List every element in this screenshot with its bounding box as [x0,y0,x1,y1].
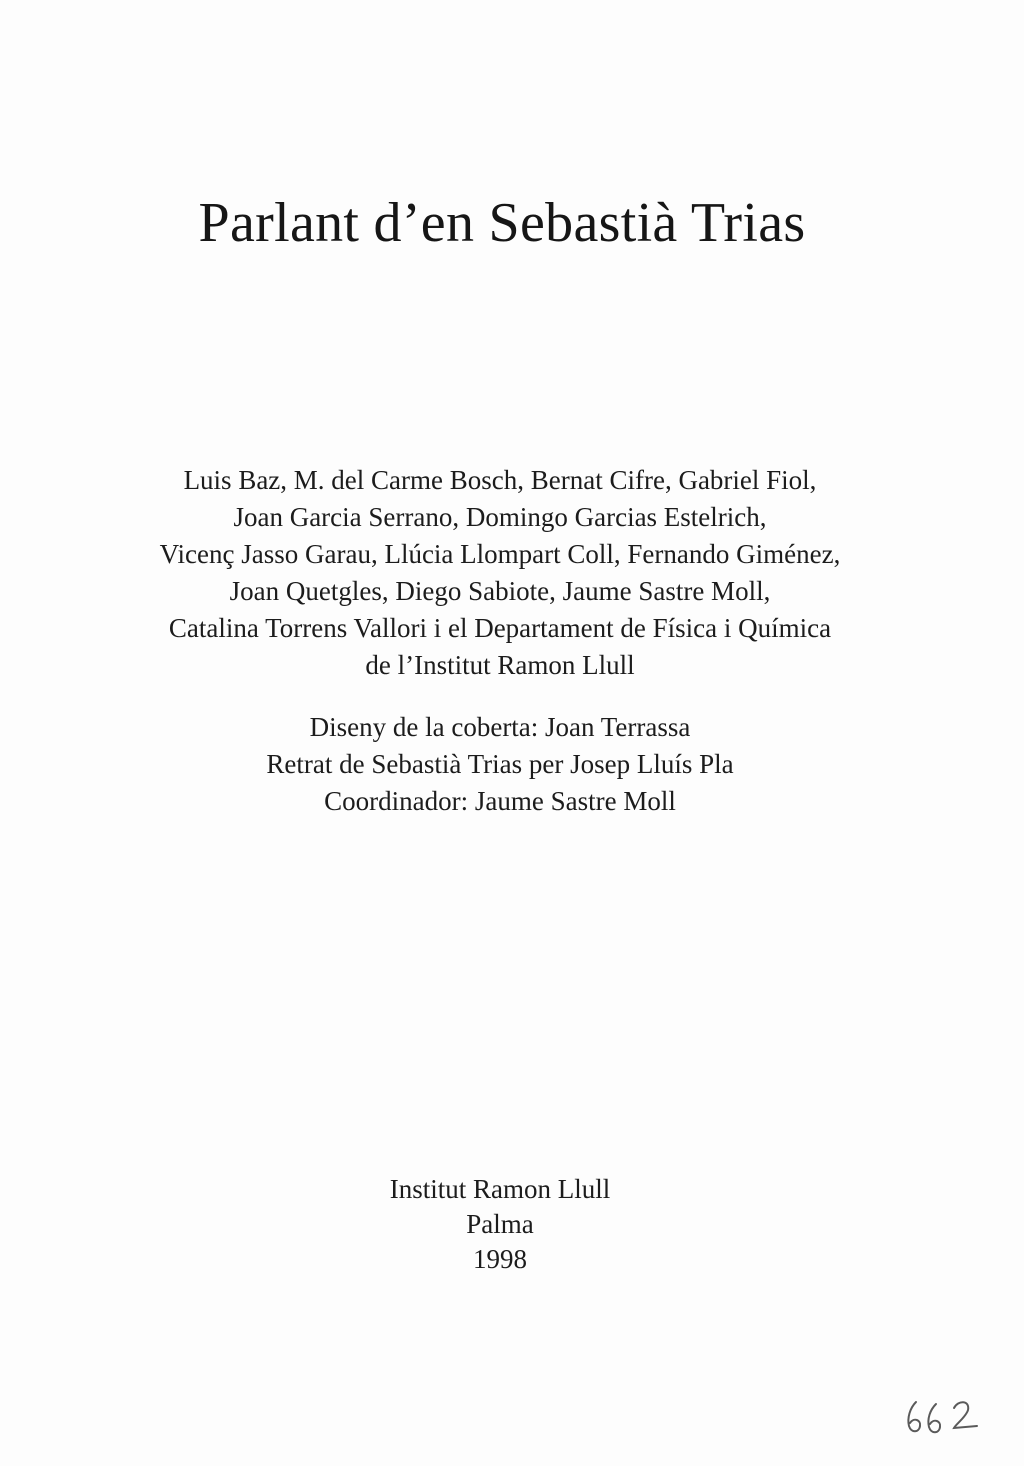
publisher-city: Palma [466,1209,534,1239]
cover-design-credit: Diseny de la coberta: Joan Terrassa [309,712,691,742]
authors-block [0,462,1000,684]
coordinator-credit: Coordinador: Jaume Sastre Moll [324,786,676,816]
authors-line: Joan Garcia Serrano, Domingo Garcias Estelrich, [233,502,767,532]
authors-line: Luis Baz, M. del Carme Bosch, Bernat Cifre, Gabriel Fiol, [183,465,817,495]
book-title: Parlant d’en Sebastià Trias [198,192,806,254]
authors-line: Joan Quetgles, Diego Sabiote, Jaume Sastre Moll, [229,576,771,606]
authors-line: Vicenç Jasso Garau, Llúcia Llompart Coll, Fernando Giménez, [159,539,841,569]
authors-line: de l’Institut Ramon Llull [365,650,635,680]
publisher-block [0,1172,1000,1277]
handwritten-page-number [902,1392,992,1442]
credits-block [0,709,1000,820]
publisher-name: Institut Ramon Llull [389,1174,611,1204]
publication-year: 1998 [473,1244,527,1274]
handwritten-662-drawing [902,1392,992,1442]
authors-line: Catalina Torrens Vallori i el Departament de Física i Química [168,613,832,643]
portrait-credit: Retrat de Sebastià Trias per Josep Lluís Pla [266,749,734,779]
